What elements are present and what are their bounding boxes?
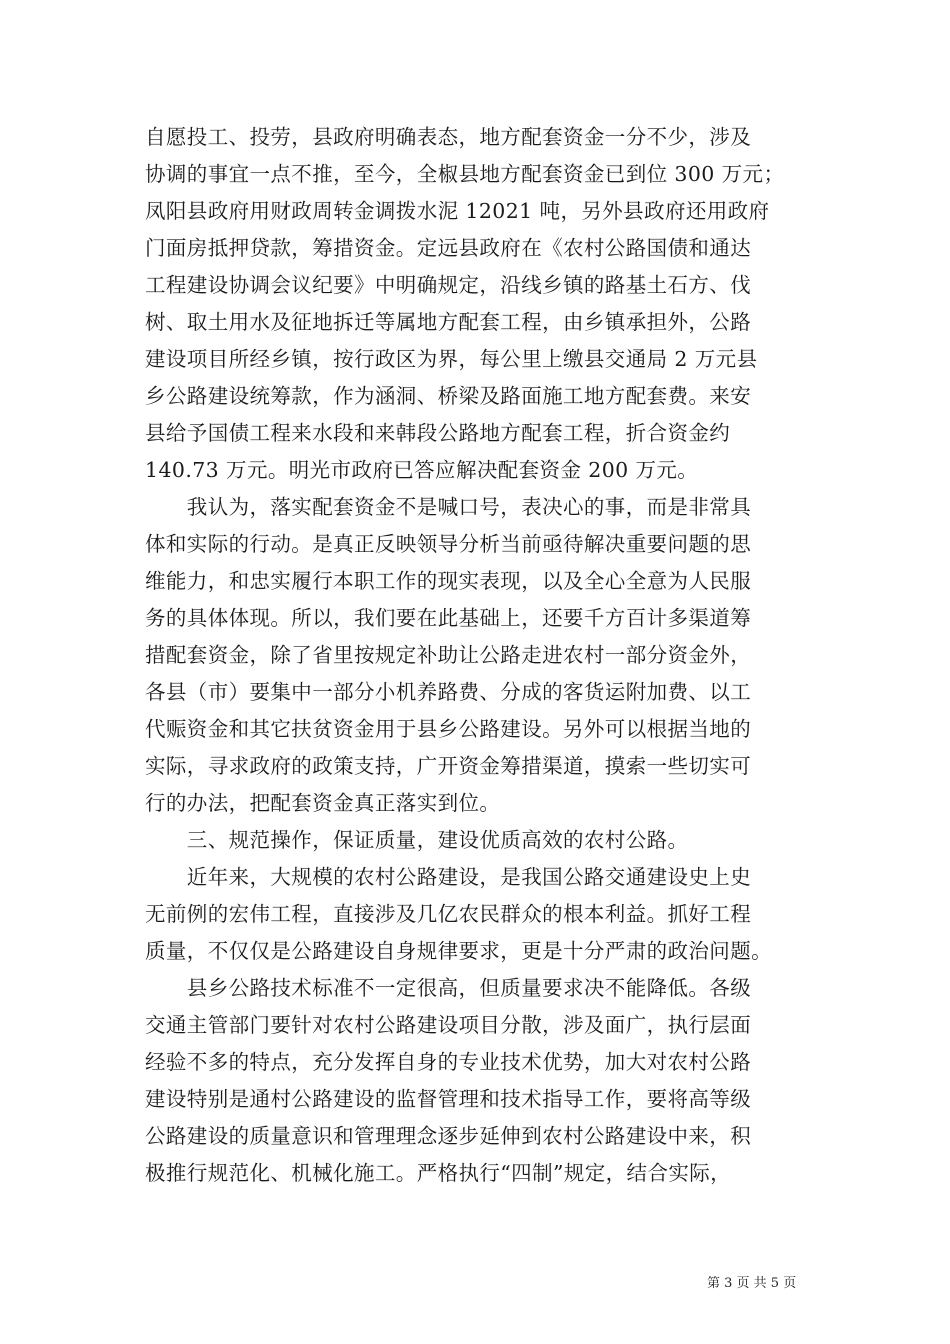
text-line: 行的办法，把配套资金真正落实到位。 [145, 791, 501, 815]
text-line: 县给予国债工程来水段和来韩段公路地方配套工程，折合资金约 [145, 421, 731, 445]
page-number: 第 3 页 共 5 页 [707, 1276, 797, 1291]
text-line: 门面房抵押贷款，筹措资金。定远县政府在《农村公路国债和通达 [145, 236, 752, 260]
text-line: 务的具体体现。所以，我们要在此基础上，还要千方百计多渠道筹 [145, 606, 752, 630]
text-line: 维能力，和忠实履行本职工作的现实表现，以及全心全意为人民服 [145, 569, 752, 593]
text-line: 极推行规范化、机械化施工。严格执行“四制”规定，结合实际， [145, 1161, 732, 1185]
text-line: 140.73 万元。明光市政府已答应解决配套资金 200 万元。 [145, 458, 699, 482]
section-heading: 三、规范操作，保证质量，建设优质高效的农村公路。 [145, 828, 689, 852]
text-line: 经验不多的特点，充分发挥自身的专业技术优势，加大对农村公路 [145, 1050, 752, 1074]
text-line: 交通主管部门要针对农村公路建设项目分散，涉及面广，执行层面 [145, 1013, 752, 1037]
text-line: 代赈资金和其它扶贫资金用于县乡公路建设。另外可以根据当地的 [145, 717, 752, 741]
body-text [145, 119, 809, 1192]
text-line: 乡公路建设统筹款，作为涵洞、桥梁及路面施工地方配套费。来安 [145, 384, 752, 408]
text-line: 凤阳县政府用财政周转金调拨水泥 12021 吨，另外县政府还用政府 [145, 199, 770, 223]
text-line: 建设特别是通村公路建设的监督管理和技术指导工作，要将高等级 [145, 1087, 752, 1111]
text-line: 县乡公路技术标准不一定很高，但质量要求决不能降低。各级 [145, 976, 752, 1000]
text-line: 协调的事宜一点不推，至今，全椒县地方配套资金已到位 300 万元； [145, 162, 785, 186]
text-line: 措配套资金，除了省里按规定补助让公路走进农村一部分资金外， [145, 643, 752, 667]
text-line: 自愿投工、投劳，县政府明确表态，地方配套资金一分不少，涉及 [145, 125, 752, 149]
text-line: 质量，不仅仅是公路建设自身规律要求，更是十分严肃的政治问题。 [145, 939, 772, 963]
text-line: 建设项目所经乡镇，按行政区为界，每公里上缴县交通局 2 万元县 [145, 347, 758, 371]
text-line: 公路建设的质量意识和管理理念逐步延伸到农村公路建设中来，积 [145, 1124, 752, 1148]
text-line: 近年来，大规模的农村公路建设，是我国公路交通建设史上史 [145, 865, 752, 889]
text-line: 无前例的宏伟工程，直接涉及几亿农民群众的根本利益。抓好工程 [145, 902, 752, 926]
text-line: 我认为，落实配套资金不是喊口号，表决心的事，而是非常具 [145, 495, 752, 519]
text-line: 各县（市）要集中一部分小机养路费、分成的客货运附加费、以工 [145, 680, 752, 704]
text-line: 实际，寻求政府的政策支持，广开资金筹措渠道，摸索一些切实可 [145, 754, 752, 778]
text-line: 工程建设协调会议纪要》中明确规定，沿线乡镇的路基土石方、伐 [145, 273, 752, 297]
text-line: 树、取土用水及征地拆迁等属地方配套工程，由乡镇承担外，公路 [145, 310, 752, 334]
text-line: 体和实际的行动。是真正反映领导分析当前亟待解决重要问题的思 [145, 532, 752, 556]
